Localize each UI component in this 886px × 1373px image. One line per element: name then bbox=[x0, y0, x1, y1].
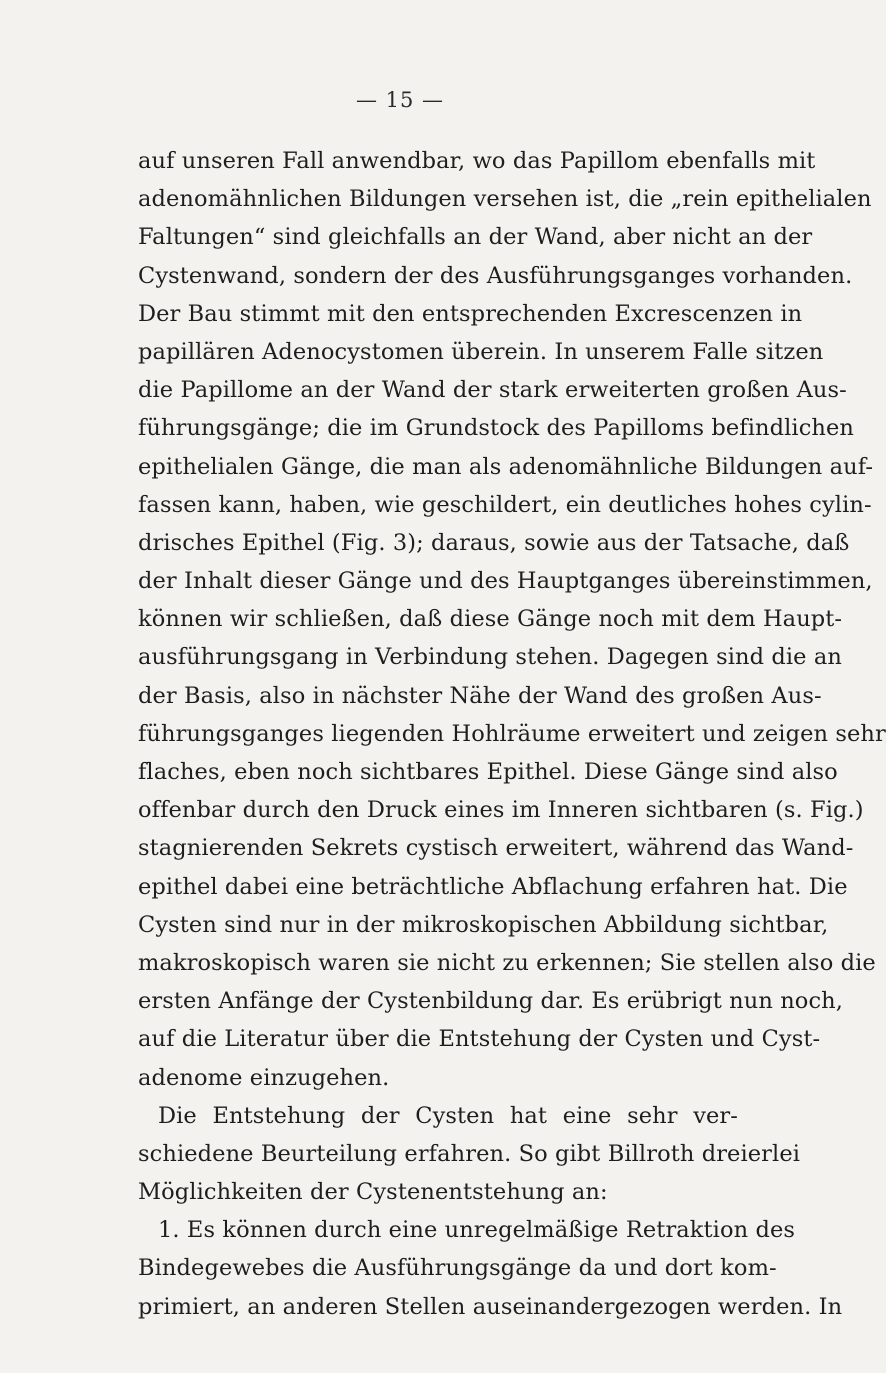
text-line: makroskopisch waren sie nicht zu erkennen; Sie stellen also die bbox=[138, 949, 876, 976]
text-line: stagnierenden Sekrets cystisch erweitert, während das Wand- bbox=[138, 835, 854, 862]
text-line: Der Bau stimmt mit den entsprechenden Excrescenzen in bbox=[138, 300, 803, 327]
list-item-line: 1. Es können durch eine unregelmäßige Retraktion des bbox=[158, 1217, 796, 1244]
text-line: Cystenwand, sondern der des Ausführungsganges vorhanden. bbox=[138, 262, 853, 289]
text-line: führungsganges liegenden Hohlräume erweitert und zeigen sehr bbox=[138, 720, 886, 747]
text-line: Cysten sind nur in der mikroskopischen Abbildung sichtbar, bbox=[138, 911, 829, 938]
text-line: epithelialen Gänge, die man als adenomähnliche Bildungen auf- bbox=[138, 453, 874, 480]
text-line: Möglichkeiten der Cystenentstehung an: bbox=[138, 1179, 608, 1206]
text-line: adenomähnlichen Bildungen versehen ist, die „rein epithelialen bbox=[138, 186, 872, 213]
text-line: können wir schließen, daß diese Gänge noch mit dem Haupt- bbox=[138, 606, 843, 633]
text-line: drisches Epithel (Fig. 3); daraus, sowie aus der Tatsache, daß bbox=[138, 529, 850, 556]
text-line: Bindegewebes die Ausführungsgänge da und dort kom- bbox=[138, 1255, 777, 1282]
text-line: der Inhalt dieser Gänge und des Hauptganges übereinstimmen, bbox=[138, 568, 873, 595]
text-line: offenbar durch den Druck eines im Inneren sichtbaren (s. Fig.) bbox=[138, 797, 864, 824]
page-number: — 15 — bbox=[355, 88, 445, 112]
text-line: auf die Literatur über die Entstehung der Cysten und Cyst- bbox=[138, 1026, 821, 1053]
text-line: papillären Adenocystomen überein. In unserem Falle sitzen bbox=[138, 338, 824, 365]
text-line: Faltungen“ sind gleichfalls an der Wand, aber nicht an der bbox=[138, 224, 813, 251]
text-line: primiert, an anderen Stellen auseinandergezogen werden. In bbox=[138, 1293, 843, 1320]
text-line: flaches, eben noch sichtbares Epithel. Diese Gänge sind also bbox=[138, 759, 838, 785]
text-line: epithel dabei eine beträchtliche Abflachung erfahren hat. Die bbox=[138, 873, 848, 900]
text-line: Die Entstehung der Cysten hat eine sehr ver- bbox=[158, 1102, 738, 1129]
text-line: ausführungsgang in Verbindung stehen. Dagegen sind die an bbox=[138, 644, 842, 671]
body-text bbox=[138, 142, 886, 1326]
text-line: führungsgänge; die im Grundstock des Papilloms befindlichen bbox=[138, 415, 855, 442]
text-line: auf unseren Fall anwendbar, wo das Papillom ebenfalls mit bbox=[138, 148, 816, 174]
text-line: die Papillome an der Wand der stark erweiterten großen Aus- bbox=[138, 377, 847, 404]
text-line: adenome einzugehen. bbox=[138, 1064, 390, 1091]
text-line: fassen kann, haben, wie geschildert, ein deutliches hohes cylin- bbox=[138, 491, 872, 518]
text-line: der Basis, also in nächster Nähe der Wand des großen Aus- bbox=[138, 682, 822, 709]
text-line: schiedene Beurteilung erfahren. So gibt Billroth dreierlei bbox=[138, 1140, 801, 1167]
text-line: ersten Anfänge der Cystenbildung dar. Es erübrigt nun noch, bbox=[138, 988, 843, 1015]
